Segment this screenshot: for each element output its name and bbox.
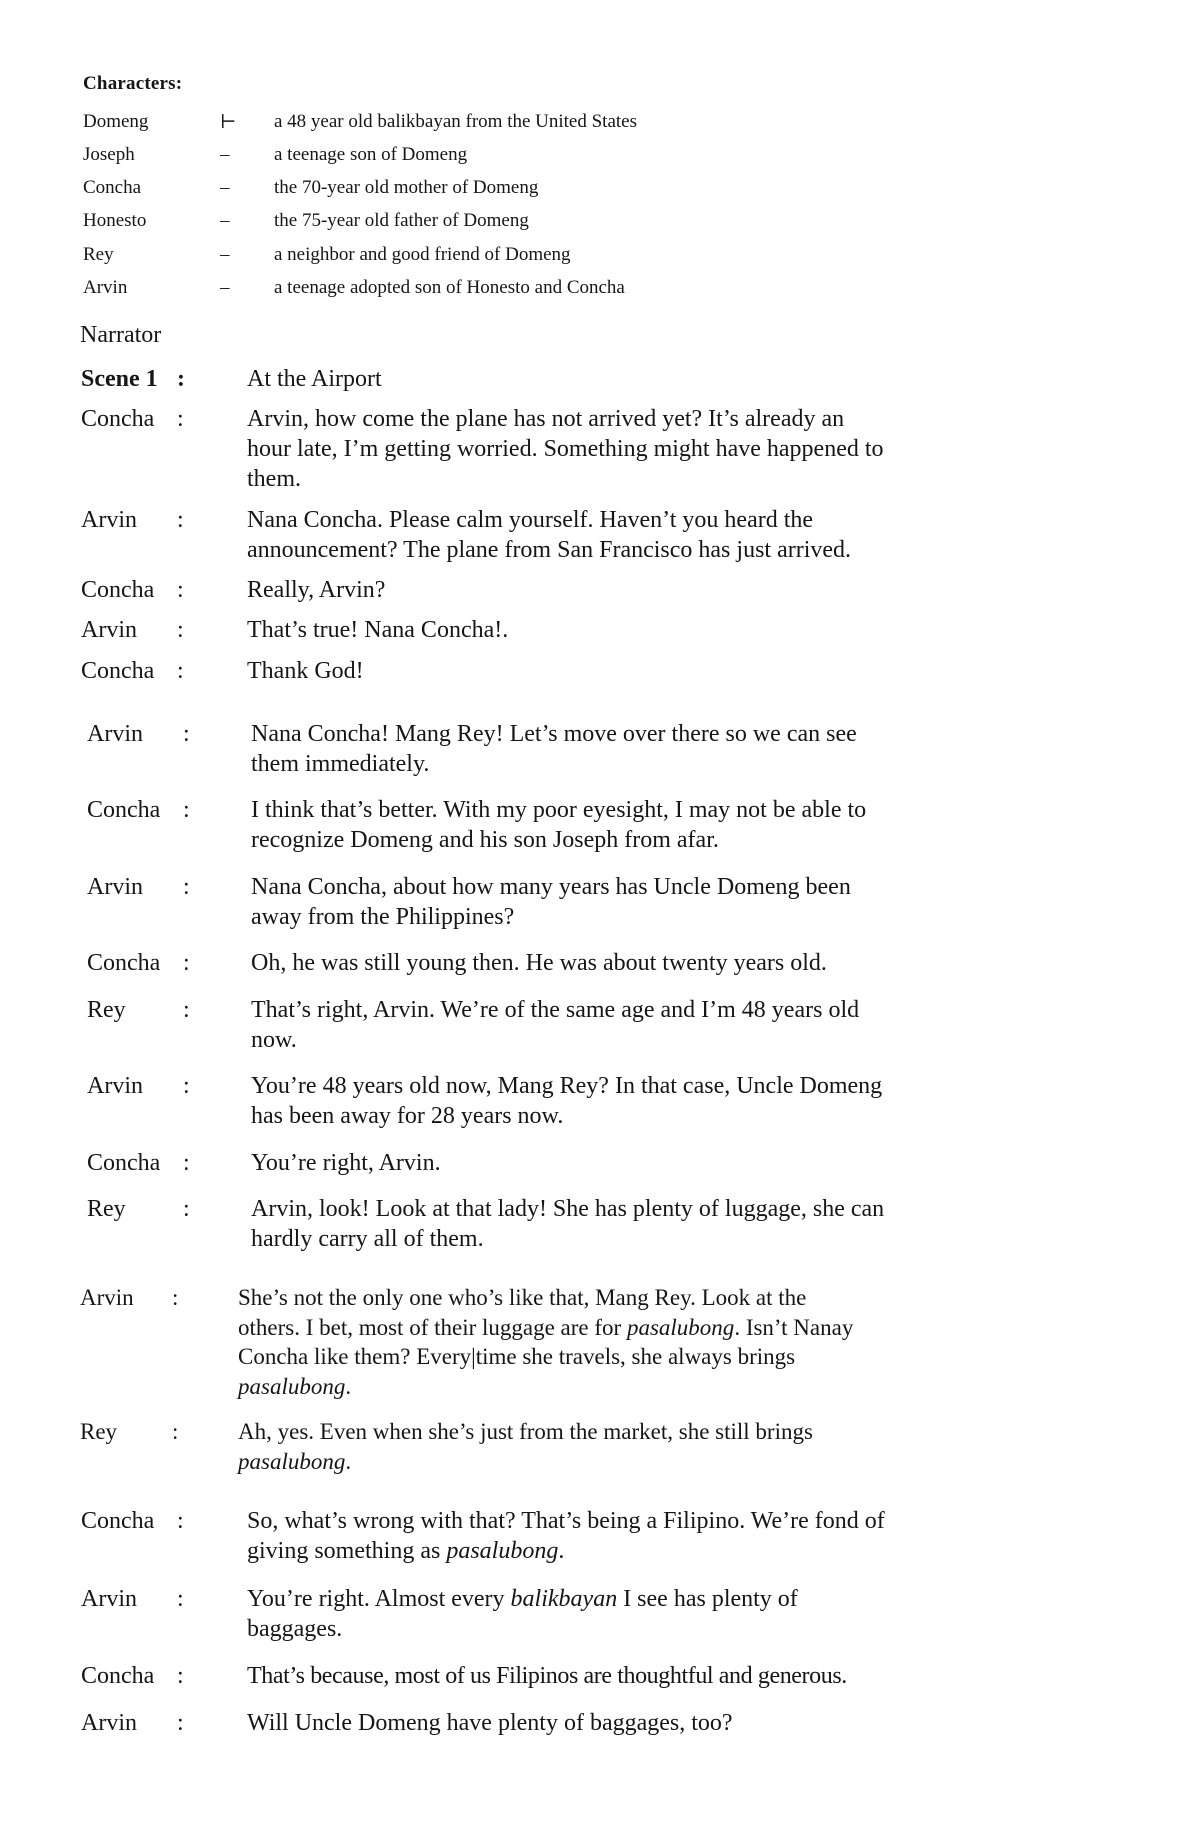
speaker-colon: : [177,1586,184,1612]
speaker-name: Arvin [81,1710,137,1736]
dialogue-text: Thank God! [247,658,364,684]
dialogue-text-part: I see has plenty of baggages. [247,1586,798,1642]
dialogue-line [87,719,907,781]
character-name: Concha [83,177,142,198]
speaker-colon: : [172,1419,179,1444]
speaker-name: Concha [87,1150,161,1176]
speaker-colon: : [177,406,184,432]
dialogue-text: Nana Concha, about how many years has Uncle Domeng been away from the Philippines? [251,874,851,930]
character-dash: – [220,244,230,265]
speaker-colon: : [183,1073,190,1099]
speaker-name: Arvin [80,1285,134,1310]
dialogue-text-part: . [345,1448,352,1474]
dialogue-line [87,1194,907,1256]
italic-term: pasalubong [626,1314,735,1340]
character-dash: – [220,144,230,165]
speaker-colon: : [183,950,190,976]
dialogue-text-part: Ah, yes. Even when she’s just from the market, she still brings [238,1419,813,1444]
character-dash: ⊢ [220,112,237,133]
dialogue-text: Nana Concha. Please calm yourself. Haven’t you heard the announcement? The plane from San Francisco has just arrived. [247,507,852,563]
italic-term: pasalubong [238,1373,346,1399]
character-dash: – [220,177,230,198]
speaker-colon: : [177,366,185,392]
speaker-colon: : [177,577,184,603]
dialogue-text [238,1283,858,1401]
speaker-colon: : [183,797,190,823]
dialogue-text-part: . [558,1538,565,1564]
character-name: Arvin [83,277,128,298]
dialogue-text: Nana Concha! Mang Rey! Let’s move over there so we can see them immediately. [251,721,857,777]
dialogue-line [81,1661,901,1693]
dialogue-text [247,1584,887,1644]
dialogue-line [81,404,901,496]
dialogue-text: I think that’s better. With my poor eyesight, I may not be able to recognize Domeng and his son Joseph from afar. [251,797,867,853]
italic-term: pasalubong [446,1538,559,1564]
speaker-colon: : [172,1285,179,1310]
speaker-colon: : [177,1663,184,1689]
italic-term: balikbayan [510,1586,618,1612]
dialogue-line [81,615,901,647]
dialogue-text: You’re 48 years old now, Mang Rey? In that case, Uncle Domeng has been away for 28 years now. [251,1073,883,1129]
character-dash: – [220,210,230,231]
narrator-label: Narrator [80,322,162,348]
dialogue-line [81,505,901,567]
dialogue-line [87,995,907,1057]
dialogue-line [81,656,901,688]
character-name: Domeng [83,111,149,132]
speaker-name: Concha [87,797,161,823]
dialogue-line [81,1506,901,1568]
dialogue-line [87,872,907,934]
speaker-name: Arvin [87,874,143,900]
speaker-name: Arvin [81,1586,137,1612]
speaker-name: Rey [87,1196,126,1222]
dialogue-text-part: You’re right. Almost every [247,1586,511,1612]
dialogue-text: That’s right, Arvin. We’re of the same age and I’m 48 years old now. [251,997,860,1053]
character-dash: – [220,277,230,298]
speaker-colon: : [177,617,184,643]
dialogue-text: Really, Arvin? [247,577,386,603]
speaker-colon: : [183,874,190,900]
dialogue-text-part: . [345,1373,352,1399]
dialogue-line [87,1148,907,1180]
speaker-colon: : [183,721,190,747]
character-description: the 70-year old mother of Domeng [274,177,539,198]
dialogue-text [238,1417,858,1476]
speaker-colon: : [183,1196,190,1222]
character-description: the 75-year old father of Domeng [274,210,529,231]
speaker-colon: : [183,997,190,1023]
dialogue-text-part: . Isn’t Nanay Concha like them? Every|time she travels, she always brings [238,1314,854,1369]
character-description: a teenage adopted son of Honesto and Concha [274,277,625,298]
dialogue-line [81,1708,901,1740]
character-description: a teenage son of Domeng [274,144,468,165]
dialogue-text-part: So, what’s wrong with that? That’s being a Filipino. We’re fond of giving something as [247,1508,885,1564]
speaker-name: Arvin [81,507,137,533]
speaker-name: Rey [87,997,126,1023]
speaker-name: Rey [80,1419,118,1444]
dialogue-text: You’re right, Arvin. [251,1150,441,1176]
dialogue-text: At the Airport [247,366,382,392]
speaker-name: Concha [87,950,161,976]
character-name: Rey [83,244,114,265]
speaker-name: Concha [81,406,155,432]
characters-heading: Characters: [83,73,183,94]
dialogue-line [80,1283,900,1403]
speaker-colon: : [177,1710,184,1736]
dialogue-text: Oh, he was still young then. He was about twenty years old. [251,950,827,976]
speaker-colon: : [177,507,184,533]
dialogue-line [80,1417,900,1479]
dialogue-text [247,1506,887,1566]
dialogue-line [87,1071,907,1133]
speaker-name: Arvin [81,617,137,643]
speaker-colon: : [177,658,184,684]
dialogue-line [87,795,907,857]
character-name: Joseph [83,144,135,165]
speaker-name: Arvin [87,721,143,747]
dialogue-line [81,1584,901,1646]
speaker-name: Concha [81,577,155,603]
dialogue-line [81,364,901,396]
dialogue-text: Arvin, how come the plane has not arrived yet? It’s already an hour late, I’m getting worried. Something might have happened to them. [247,406,884,492]
speaker-name: Arvin [87,1073,143,1099]
character-description: a 48 year old balikbayan from the United States [274,111,638,132]
speaker-colon: : [183,1150,190,1176]
speaker-name: Concha [81,658,155,684]
italic-term: pasalubong [238,1448,346,1474]
dialogue-text: That’s true! Nana Concha!. [247,617,509,643]
speaker-colon: : [177,1508,184,1534]
speaker-name: Concha [81,1663,155,1689]
dialogue-line [87,948,907,980]
dialogue-text: Arvin, look! Look at that lady! She has plenty of luggage, she can hardly carry all of them. [251,1196,885,1252]
character-description: a neighbor and good friend of Domeng [274,244,571,265]
dialogue-text-part: She’s not the only one who’s like that, Mang Rey. Look at the others. I bet, most of their luggage are for [238,1285,807,1340]
dialogue-line [81,575,901,607]
character-name: Honesto [83,210,147,231]
dialogue-text: That’s because, most of us Filipinos are thoughtful and generous. [247,1663,847,1689]
dialogue-text: Will Uncle Domeng have plenty of baggages, too? [247,1710,733,1736]
speaker-name: Scene 1 [81,366,158,392]
speaker-name: Concha [81,1508,155,1534]
